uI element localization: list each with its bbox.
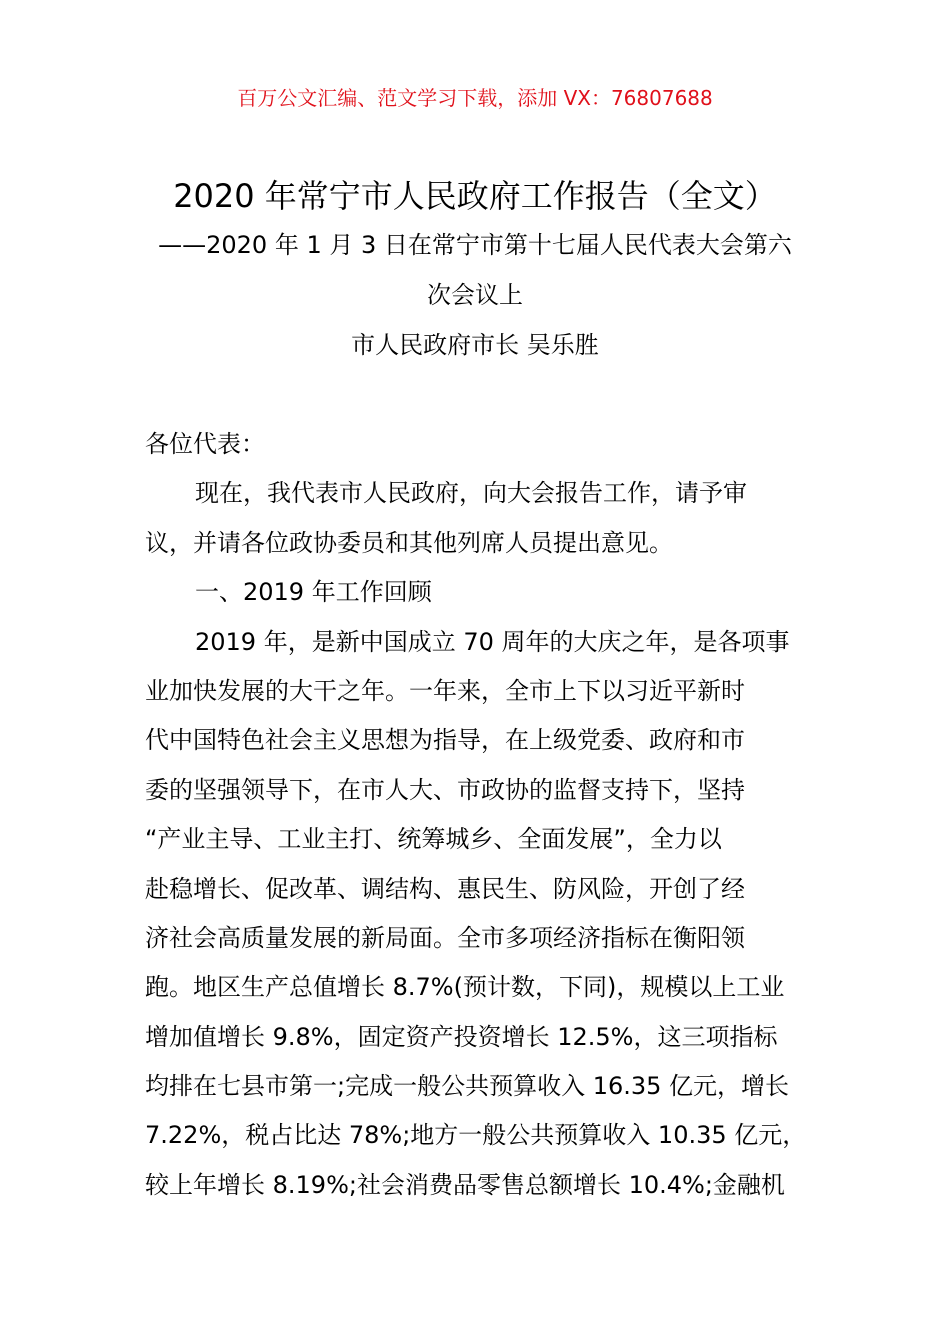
report-title: 2020 年常宁市人民政府工作报告（全文）	[173, 177, 777, 215]
body-line: “产业主导、工业主打、统筹城乡、全面发展”，全力以	[145, 825, 722, 854]
body-line: 跑。地区生产总值增长 8.7%(预计数，下同)，规模以上工业	[145, 973, 785, 1002]
report-subtitle-line-2: 次会议上	[427, 281, 523, 309]
body-line: 代中国特色社会主义思想为指导，在上级党委、政府和市	[145, 726, 745, 755]
body-line: 委的坚强领导下，在市人大、市政协的监督支持下，坚持	[145, 775, 745, 804]
body-line: 济社会高质量发展的新局面。全市多项经济指标在衡阳领	[145, 923, 745, 952]
body-line: 赴稳增长、促改革、调结构、惠民生、防风险，开创了经	[145, 874, 745, 903]
body-line: 增加值增长 9.8%，固定资产投资增长 12.5%，这三项指标	[145, 1022, 778, 1051]
download-banner: 百万公文汇编、范文学习下载，添加 VX：76807688	[237, 86, 713, 110]
report-subtitle-line-1: ——2020 年 1 月 3 日在常宁市第十七届人民代表大会第六	[158, 231, 792, 259]
body-line: 现在，我代表市人民政府，向大会报告工作，请予审	[195, 479, 747, 508]
section-heading: 一、2019 年工作回顾	[195, 578, 432, 607]
salutation: 各位代表：	[145, 430, 265, 458]
body-line: 7.22%，税占比达 78%;地方一般公共预算收入 10.35 亿元，	[145, 1121, 807, 1150]
body-line: 较上年增长 8.19%;社会消费品零售总额增长 10.4%;金融机	[145, 1170, 785, 1199]
body-line: 议，并请各位政协委员和其他列席人员提出意见。	[145, 528, 673, 557]
report-body	[145, 420, 810, 1210]
body-line: 均排在七县市第一;完成一般公共预算收入 16.35 亿元，增长	[145, 1072, 790, 1101]
body-line: 2019 年，是新中国成立 70 周年的大庆之年，是各项事	[195, 627, 790, 656]
report-author: 市人民政府市长 吴乐胜	[351, 331, 599, 359]
body-line: 业加快发展的大干之年。一年来，全市上下以习近平新时	[145, 676, 745, 705]
